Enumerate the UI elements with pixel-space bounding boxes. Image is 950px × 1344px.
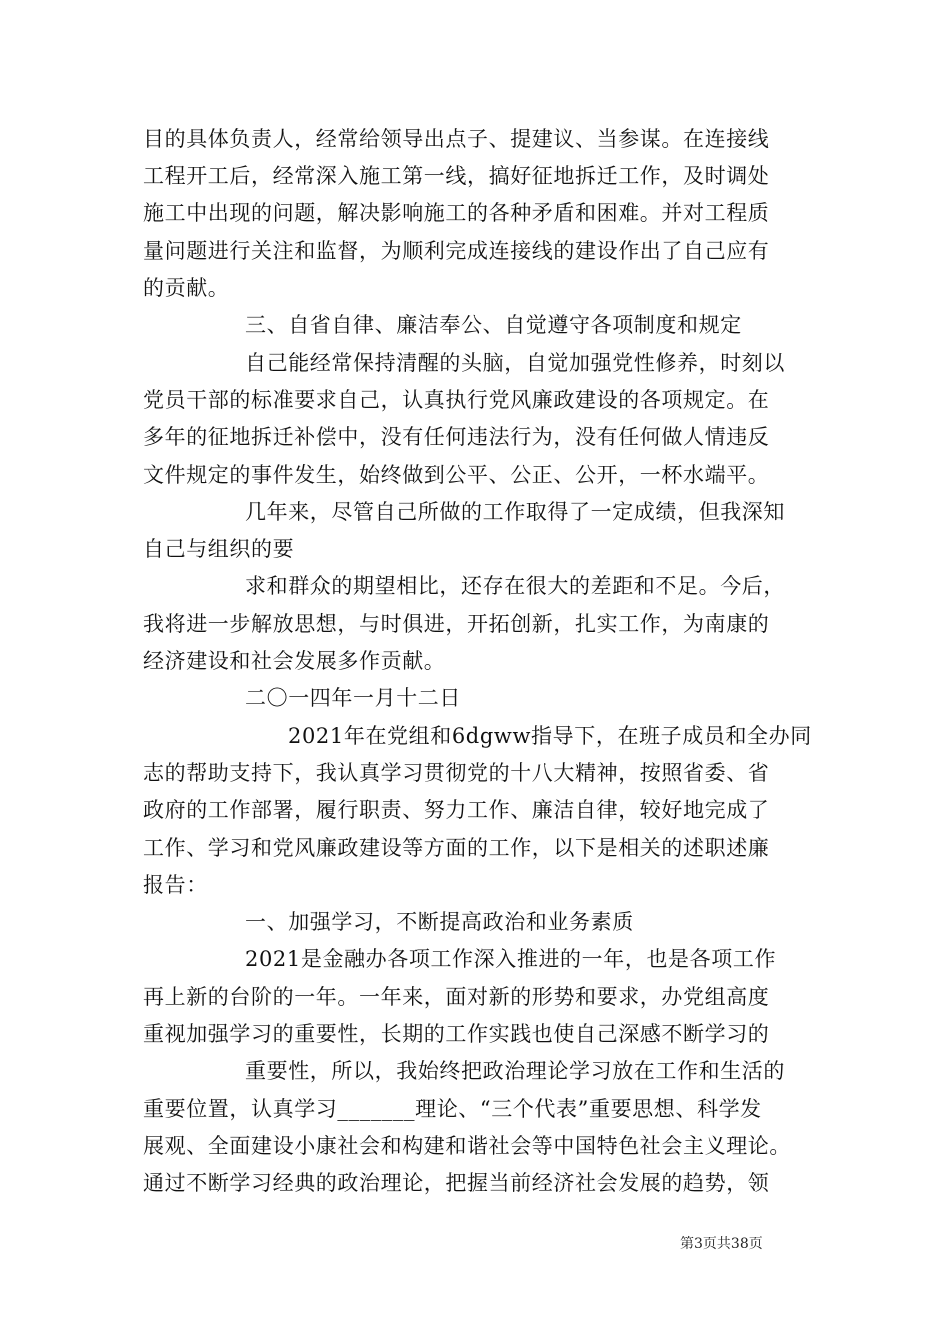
text-line: 量问题进行关注和监督，为顺利完成连接线的建设作出了自己应有: [143, 239, 770, 263]
text-line: 2021年在党组和6dgww指导下，在班子成员和全办同: [288, 724, 812, 748]
text-line: 重视加强学习的重要性，长期的工作实践也使自己深感不断学习的: [143, 1022, 770, 1046]
text-line: 我将进一步解放思想，与时俱进，开拓创新，扎实工作，为南康的: [143, 612, 770, 636]
text-line: 报告：: [143, 873, 208, 897]
text-line: 通过不断学习经典的政治理论，把握当前经济社会发展的趋势，领: [143, 1171, 770, 1195]
text-line: 文件规定的事件发生，始终做到公平、公正、公开，一杯水端平。: [143, 463, 770, 487]
text-line: 工程开工后，经常深入施工第一线，搞好征地拆迁工作，及时调处: [143, 164, 770, 188]
text-line: 目的具体负责人，经常给领导出点子、提建议、当参谋。在连接线: [143, 127, 770, 151]
text-line: 自己能经常保持清醒的头脑，自觉加强党性修养，时刻以: [245, 351, 785, 375]
text-line: 几年来，尽管自己所做的工作取得了一定成绩，但我深知: [245, 500, 785, 524]
text-line: 工作、学习和党风廉政建设等方面的工作，以下是相关的述职述廉: [143, 836, 770, 860]
text-line: 政府的工作部署，履行职责、努力工作、廉洁自律，较好地完成了: [143, 798, 770, 822]
text-line: 求和群众的期望相比，还存在很大的差距和不足。今后，: [245, 574, 785, 598]
text-line: 展观、全面建设小康社会和构建和谐社会等中国特色社会主义理论。: [143, 1134, 791, 1158]
text-line: 施工中出现的问题，解决影响施工的各种矛盾和困难。并对工程质: [143, 201, 770, 225]
text-line: 党员干部的标准要求自己，认真执行党风廉政建设的各项规定。在: [143, 388, 770, 412]
text-line: 经济建设和社会发展多作贡献。: [143, 649, 446, 673]
date-line: 二〇一四年一月十二日: [245, 686, 461, 710]
page-number: 第3页共38页: [680, 1236, 763, 1252]
text-line: 再上新的台阶的一年。一年来，面对新的形势和要求，办党组高度: [143, 985, 770, 1009]
text-line: 重要位置，认真学习_______理论、“三个代表”重要思想、科学发: [143, 1097, 762, 1121]
text-line: 2021是金融办各项工作深入推进的一年，也是各项工作: [245, 947, 777, 971]
text-line: 的贡献。: [143, 276, 230, 300]
section-heading: 一、加强学习，不断提高政治和业务素质: [245, 910, 634, 934]
text-line: 多年的征地拆迁补偿中，没有任何违法行为，没有任何做人情违反: [143, 425, 770, 449]
text-line: 重要性，所以，我始终把政治理论学习放在工作和生活的: [245, 1059, 785, 1083]
section-heading: 三、自省自律、廉洁奉公、自觉遵守各项制度和规定: [245, 313, 742, 337]
text-line: 自己与组织的要: [143, 537, 295, 561]
text-line: 志的帮助支持下，我认真学习贯彻党的十八大精神，按照省委、省: [143, 761, 770, 785]
